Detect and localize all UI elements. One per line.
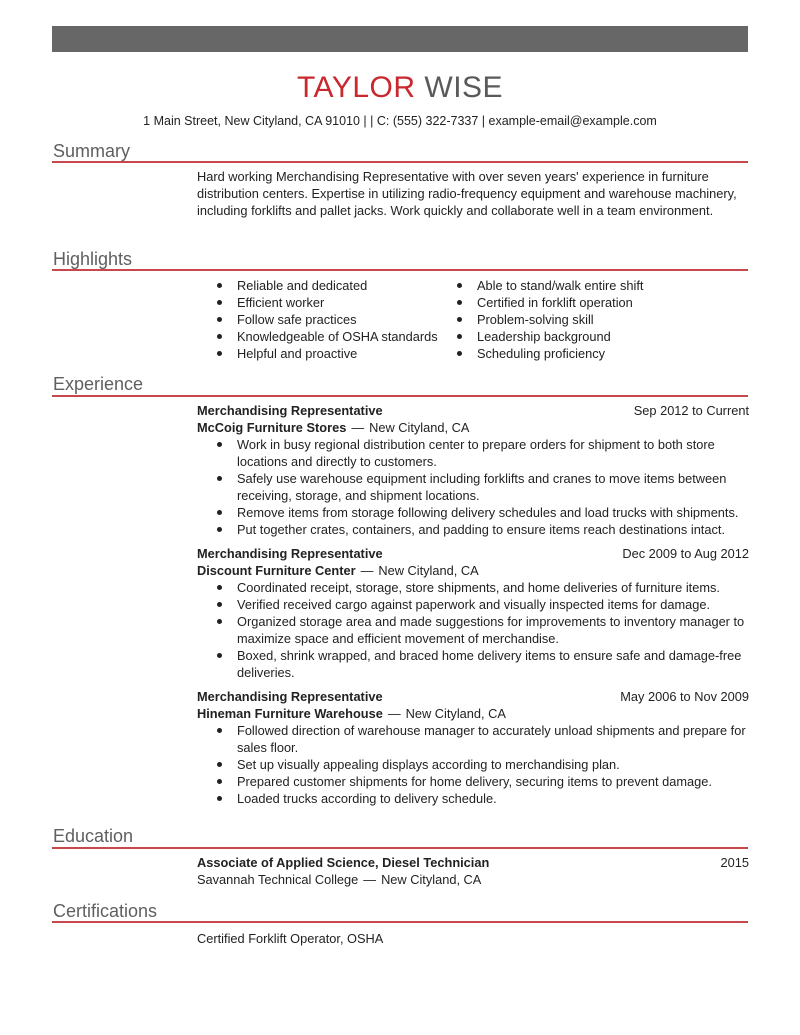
highlights-right-list bbox=[455, 277, 643, 362]
job-entry bbox=[197, 545, 749, 681]
job-header bbox=[197, 402, 749, 419]
job-location: New Cityland, CA bbox=[369, 420, 470, 435]
job-entry bbox=[197, 402, 749, 538]
job-bullet: Remove items from storage following delivery schedules and load trucks with shipments. bbox=[215, 504, 749, 521]
company-name: McCoig Furniture Stores bbox=[197, 420, 347, 435]
section-rule bbox=[52, 847, 748, 849]
job-location: New Cityland, CA bbox=[378, 563, 479, 578]
section-title-education: Education bbox=[53, 826, 134, 846]
separator: — bbox=[351, 420, 365, 435]
highlight-item: Follow safe practices bbox=[215, 311, 438, 328]
section-rule bbox=[52, 161, 748, 163]
job-dates: May 2006 to Nov 2009 bbox=[620, 689, 749, 704]
experience-section bbox=[197, 402, 749, 814]
highlight-item: Problem-solving skill bbox=[455, 311, 643, 328]
job-bullet: Loaded trucks according to delivery schedule. bbox=[215, 790, 749, 807]
job-employer bbox=[197, 562, 749, 579]
job-bullet: Safely use warehouse equipment including forklifts and cranes to move items between receiving, storage, and shipment locations. bbox=[215, 470, 749, 504]
last-name: WISE bbox=[424, 71, 504, 104]
separator: — bbox=[360, 563, 374, 578]
education-header bbox=[197, 854, 749, 871]
highlight-item: Efficient worker bbox=[215, 294, 438, 311]
job-bullet: Organized storage area and made suggestions for improvements to inventory manager to maximize space and efficient movement of merchandise. bbox=[215, 613, 749, 647]
job-bullet: Verified received cargo against paperwork and visually inspected items for damage. bbox=[215, 596, 749, 613]
job-bullets bbox=[197, 579, 749, 681]
degree: Associate of Applied Science, Diesel Technician bbox=[197, 855, 490, 870]
education-section bbox=[197, 854, 749, 888]
education-institution bbox=[197, 871, 749, 888]
graduation-year: 2015 bbox=[720, 855, 749, 870]
job-bullet: Coordinated receipt, storage, store shipments, and home deliveries of furniture items. bbox=[215, 579, 749, 596]
section-rule bbox=[52, 921, 748, 923]
highlight-item: Leadership background bbox=[455, 328, 643, 345]
job-bullet: Prepared customer shipments for home delivery, securing items to prevent damage. bbox=[215, 773, 749, 790]
company-name: Discount Furniture Center bbox=[197, 563, 356, 578]
job-bullet: Set up visually appealing displays according to merchandising plan. bbox=[215, 756, 749, 773]
highlight-item: Helpful and proactive bbox=[215, 345, 438, 362]
job-bullet: Work in busy regional distribution center to prepare orders for shipment to both store locations and directly to customers. bbox=[215, 436, 749, 470]
contact-line: 1 Main Street, New Cityland, CA 91010 | | C: (555) 322-7337 | example-email@example.com bbox=[143, 114, 657, 128]
job-dates: Dec 2009 to Aug 2012 bbox=[622, 546, 749, 561]
section-rule bbox=[52, 269, 748, 271]
job-entry bbox=[197, 688, 749, 807]
first-name: TAYLOR bbox=[296, 71, 416, 104]
job-location: New Cityland, CA bbox=[405, 706, 506, 721]
job-dates: Sep 2012 to Current bbox=[633, 403, 749, 418]
section-title-highlights: Highlights bbox=[53, 249, 133, 269]
job-employer bbox=[197, 419, 749, 436]
job-bullets bbox=[197, 436, 749, 538]
job-title: Merchandising Representative bbox=[197, 546, 383, 561]
school-location: New Cityland, CA bbox=[381, 872, 482, 887]
job-employer bbox=[197, 705, 749, 722]
separator: — bbox=[387, 706, 401, 721]
section-title-certifications: Certifications bbox=[53, 901, 158, 921]
job-title: Merchandising Representative bbox=[197, 689, 383, 704]
job-header bbox=[197, 688, 749, 705]
job-bullets bbox=[197, 722, 749, 807]
separator: — bbox=[363, 872, 377, 887]
certification-item: Certified Forklift Operator, OSHA bbox=[197, 931, 384, 946]
job-bullet: Followed direction of warehouse manager to accurately unload shipments and prepare for sales floor. bbox=[215, 722, 749, 756]
highlight-item: Certified in forklift operation bbox=[455, 294, 643, 311]
summary-section bbox=[197, 168, 749, 219]
job-bullet: Put together crates, containers, and padding to ensure items reach destinations intact. bbox=[215, 521, 749, 538]
highlight-item: Scheduling proficiency bbox=[455, 345, 643, 362]
job-header bbox=[197, 545, 749, 562]
highlights-left-list bbox=[215, 277, 438, 362]
certifications-section bbox=[197, 930, 749, 947]
school-name: Savannah Technical College bbox=[197, 872, 359, 887]
section-rule bbox=[52, 395, 748, 397]
section-title-experience: Experience bbox=[53, 374, 144, 394]
summary-text: Hard working Merchandising Representative with over seven years' experience in furniture distribution centers. Expertise in utilizing radio-frequency equipment and warehouse machinery, including forklifts and pallet jacks. Work quickly and collaborate well in a team environment. bbox=[197, 169, 737, 218]
job-bullet: Boxed, shrink wrapped, and braced home delivery items to ensure safe and damage-free deliveries. bbox=[215, 647, 749, 681]
highlight-item: Knowledgeable of OSHA standards bbox=[215, 328, 438, 345]
candidate-name bbox=[0, 68, 800, 108]
company-name: Hineman Furniture Warehouse bbox=[197, 706, 383, 721]
header-bar bbox=[52, 26, 748, 52]
highlight-item: Reliable and dedicated bbox=[215, 277, 438, 294]
job-title: Merchandising Representative bbox=[197, 403, 383, 418]
section-title-summary: Summary bbox=[53, 141, 131, 161]
highlight-item: Able to stand/walk entire shift bbox=[455, 277, 643, 294]
